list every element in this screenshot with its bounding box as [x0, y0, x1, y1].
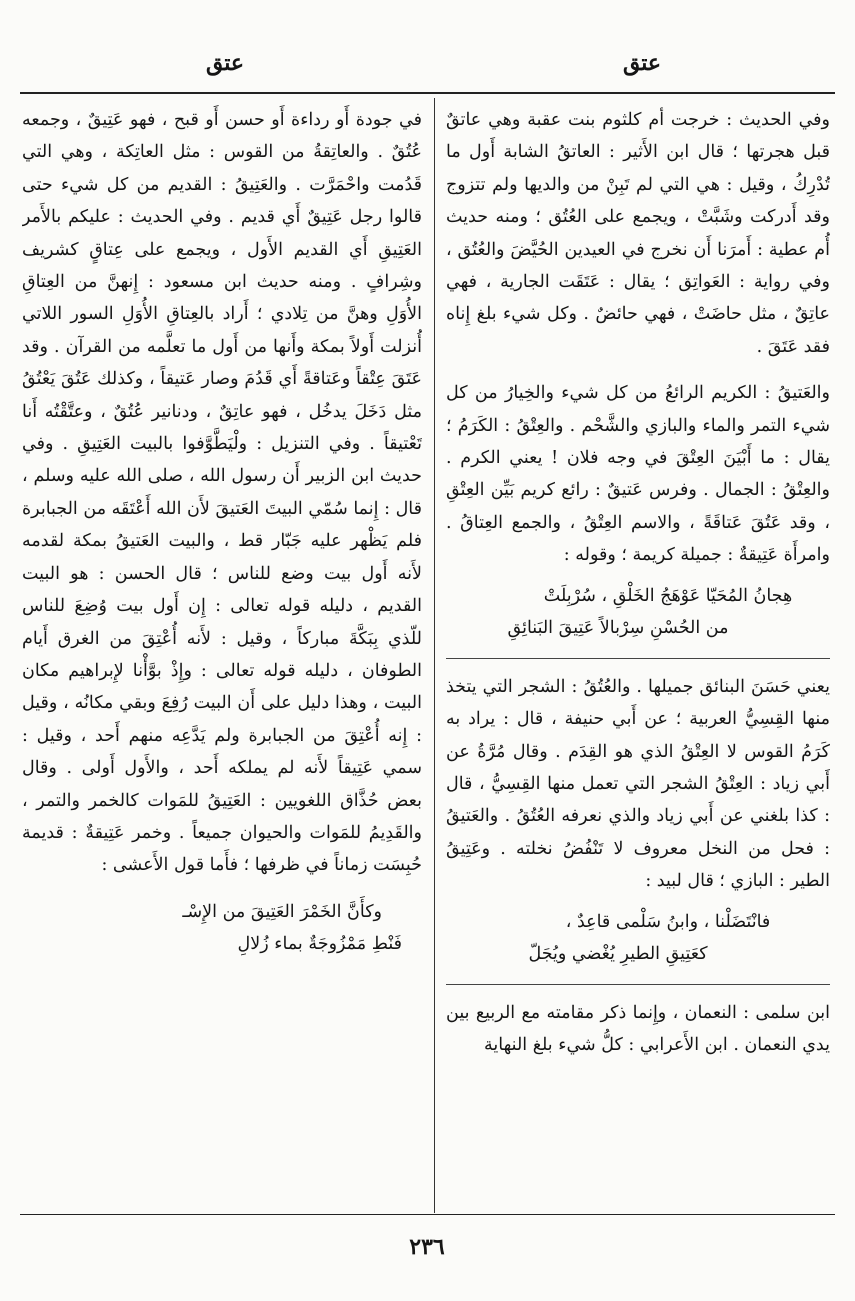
verse-line: فَنْطِ مَمْزُوجَةٌ بماء زُلالِ	[237, 933, 402, 954]
column-divider	[434, 98, 435, 1213]
left-column	[22, 104, 422, 1210]
entry-paragraph: في جودة أَو رداءة أَو حسن أَو قبح ، فهو عَتِيقٌ ، وجمعه عُتُقٌ . والعاتِقةُ من القوس : مثل العاتِكة ، وهي التي قَدُمت واحْمَرَّت . والعَتِيقُ : القديم من كل شيء حتى قالوا رجل عَتِيقٌ أَي قديم . وفي الحديث : عليكم بالأَمر العَتِيقِ أَي القديم الأَول ، ويجمع على عِتاقٍ كشريف وشِرافٍ . ومنه حديث ابن مسعود : إِنهنَّ من العِتاقِ الأُوَلِ وهنَّ من تِلادي ؛ أَراد بالعِتاقِ الأُوَلِ السور اللاتي أُنزلت أَولاً بمكة وأَنها من أَول ما تعلَّمه من القرآن . وقد عَتَقَ عِتْقاً وعَتاقةً أَي قَدُمَ وصار عَتيقاً ، وكذلك عَتُقَ يَعْتُقُ مثل دَخَلَ يدخُل ، فهو عاتِقٌ ، ودنانير عُتُقٌ ، وعتَّقْتُه أَنا تَعْتيقاً . وفي التنزيل : ولْيَطَّوَّفوا بالبيت العَتِيقِ . وفي حديث ابن الزبير أَن رسول الله ، صلى الله عليه وسلم ، قال : إِنما سُمّي البيتَ العَتيقَ لأَن الله أَعْتَقَه من الجبابرة فلم يَظْهر عليه جَبّار قط ، والبيت العَتيقُ بمكة لقدمه لأَنه أَول بيت وضع للناس ؛ قال الحسن : هو البيت القديم ، دليله قوله تعالى : إِن أَول بيت وُضِعَ للناس للّذي بِبَكَّةَ مباركاً ، وقيل : لأَنه أُعْتِقَ من الغرق أَيام الطوفان ، دليله قوله تعالى : وإِذْ بوَّأْنا لإِبراهيم مكان البيت ، وهذا دليل على أَن البيت رُفِعَ وبقي مكانُه ، وقيل : إِنه أُعْتِقَ من الجبابرة ولم يَدَّعِه منهم أَحد ، وقيل : سمي عَتِيقاً لأَنه لم يملكه أَحد ، والأَول أَولى . وقال بعض حُذَّاق اللغويين : العَتِيقُ للمَوات كالخمر والتمر ، والقَدِيمُ للمَوات والحيوان جميعاً . وخمر عَتِيقةٌ : قديمة حُبِسَت زماناً في ظرفها ؛ فأَما قول الأَعشى :	[22, 110, 422, 876]
verse-line: وكأَنَّ الخَمْرَ العَتِيقَ من الإِسْـ	[182, 901, 382, 922]
verse-line: فانْتَضَلْنا ، وابنُ سَلْمى قاعِدٌ ،	[565, 911, 771, 932]
paragraph-gap	[446, 363, 830, 377]
section-separator	[446, 658, 830, 659]
page-number: ٢٣٦	[409, 1234, 445, 1260]
verse-line: من الحُسْنِ سِرْبالاً عَتِيقَ البَنائِقِ	[507, 617, 729, 638]
headword-left: عتق	[205, 50, 245, 76]
verse-block	[22, 896, 422, 960]
entry-paragraph: والعَتيقُ : الكريم الرائعُ من كل شيء والخِيارُ من كل شيء التمر والماء والبازي والشَّحْم . والعِتْقُ : الكَرَمُ ؛ يقال : ما أَبْيَنَ العِتْقَ في وجه فلان ! يعني الكرم . والعِتْقُ : الجمال . وفرس عَتيقٌ : رائع كريم بَيِّن العِتْقِ ، وقد عَتُقَ عَتاقَةً ، والاسم العِتْقُ ، والجمع العِتاقُ . وامرأَة عَتِيقةٌ : جميلة كريمة ؛ وقوله :	[446, 383, 830, 566]
header-rule	[20, 92, 835, 94]
entry-paragraph: وفي الحديث : خرجت أم كلثوم بنت عقبة وهي عاتقٌ قبل هجرتها ؛ قال ابن الأَثير : العاتقُ الشابة أَول ما تُدْرِكُ ، وقيل : هي التي لم تَبِنْ من والديها ولم تتزوج وقد أَدركت وشَبَّتْ ، ويجمع على العُتُق ؛ ومنه حديث أُم عطية : أَمرَنا أَن نخرج في العيدين الحُيَّضَ والعُتُق ، وفي رواية : العَواتِق ؛ يقال : عَتَقَت الجارية ، فهي عاتِقٌ ، مثل حاضَتْ ، فهي حائضٌ . وكل شيء بلغ إِناه فقد عَتَقَ .	[446, 110, 830, 357]
entry-paragraph: يعني حَسَنَ البنائق جميلها . والعُتُقُ : الشجر التي يتخذ منها القِسِيُّ العربية ؛ عن أَبي حنيفة ، قال : يراد به كَرَمُ القوس لا العِتْقُ الذي هو القِدَم . وقال مُرَّةُ عن أَبي زياد : العِتْقُ الشجر التي تعمل منها القِسِيُّ ، قال : كذا بلغني عن أَبي زياد والذي نعرفه العُتُقُ . والعَتيقُ : فحل من النخل معروف لا تَنْفُضُ نخلته . وعَتِيقُ الطير : البازي ؛ قال لبيد :	[446, 676, 830, 892]
verse-line: كعَتِيقِ الطيرِ يُغْضي ويُجَلّ	[528, 943, 708, 964]
verse-line: هِجانُ المُحَيّا عَوْهَجُ الخَلْقِ ، سُرْبِلَتْ	[543, 585, 793, 606]
section-separator	[446, 984, 830, 985]
right-column	[446, 104, 830, 1210]
verse-block	[446, 580, 830, 644]
entry-paragraph: ابن سلمى : النعمان ، وإِنما ذكر مقامته مع الربيع بين يدي النعمان . ابن الأَعرابي : كلُّ شيء بلغ النهاية	[446, 1002, 830, 1055]
headword-right: عتق	[622, 50, 662, 76]
verse-block	[446, 906, 830, 970]
footer-rule	[20, 1214, 835, 1215]
